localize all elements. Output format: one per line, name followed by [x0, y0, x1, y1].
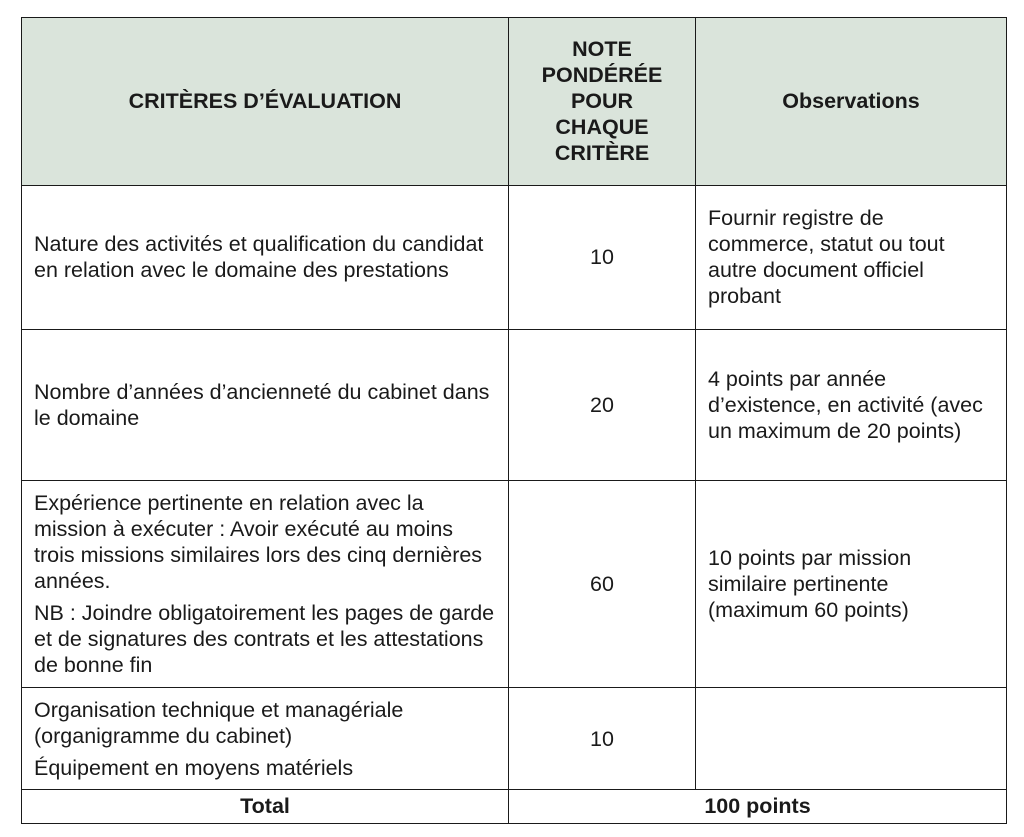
table-row: [22, 480, 1007, 688]
table-row: [22, 330, 1007, 481]
score-cell: 10: [509, 185, 696, 330]
weight-header-line: PONDÉRÉE: [541, 63, 663, 88]
observation-cell: 4 points par année d’existence, en activité (avec un maximum de 20 points): [696, 330, 1007, 481]
evaluation-criteria-table: [21, 17, 1007, 824]
criterion-text: Expérience pertinente en relation avec la mission à exécuter : Avoir exécuté au moins trois missions similaires lors des cinq dernières années.: [34, 491, 483, 594]
weight-header: [509, 18, 696, 186]
table-row: [22, 688, 1007, 789]
criterion-text: Nature des activités et qualification du candidat en relation avec le domaine des prestations: [34, 232, 484, 283]
criterion-cell: [22, 688, 509, 789]
criteria-header: CRITÈRES D’ÉVALUATION: [22, 18, 509, 186]
header-row: [22, 18, 1007, 186]
observation-cell: 10 points par mission similaire pertinente (maximum 60 points): [696, 480, 1007, 688]
weight-header-line: CRITÈRE: [554, 141, 650, 166]
weight-header-line: POUR: [570, 89, 634, 114]
criterion-cell: [22, 185, 509, 330]
criterion-text: Équipement en moyens matériels: [34, 755, 354, 780]
score-cell: 20: [509, 330, 696, 481]
observation-cell: Fournir registre de commerce, statut ou tout autre document officiel probant: [696, 185, 1007, 330]
criterion-note: NB : Joindre obligatoirement les pages de garde et de signatures des contrats et les attestations de bonne fin: [34, 601, 495, 678]
criterion-text: Nombre d’années d’ancienneté du cabinet dans le domaine: [34, 379, 490, 430]
criterion-cell: [22, 480, 509, 688]
criterion-cell: [22, 330, 509, 481]
observation-cell: [696, 688, 1007, 789]
score-cell: 10: [509, 688, 696, 789]
weight-header-line: NOTE: [572, 37, 632, 62]
total-row: [22, 789, 1007, 823]
observations-header: Observations: [696, 18, 1007, 186]
total-value: 100 points: [509, 789, 1007, 823]
score-cell: 60: [509, 480, 696, 688]
criterion-text: Organisation technique et managériale (organigramme du cabinet): [34, 697, 404, 748]
total-label: Total: [22, 789, 509, 823]
weight-header-line: CHAQUE: [555, 115, 649, 140]
table-row: [22, 185, 1007, 330]
